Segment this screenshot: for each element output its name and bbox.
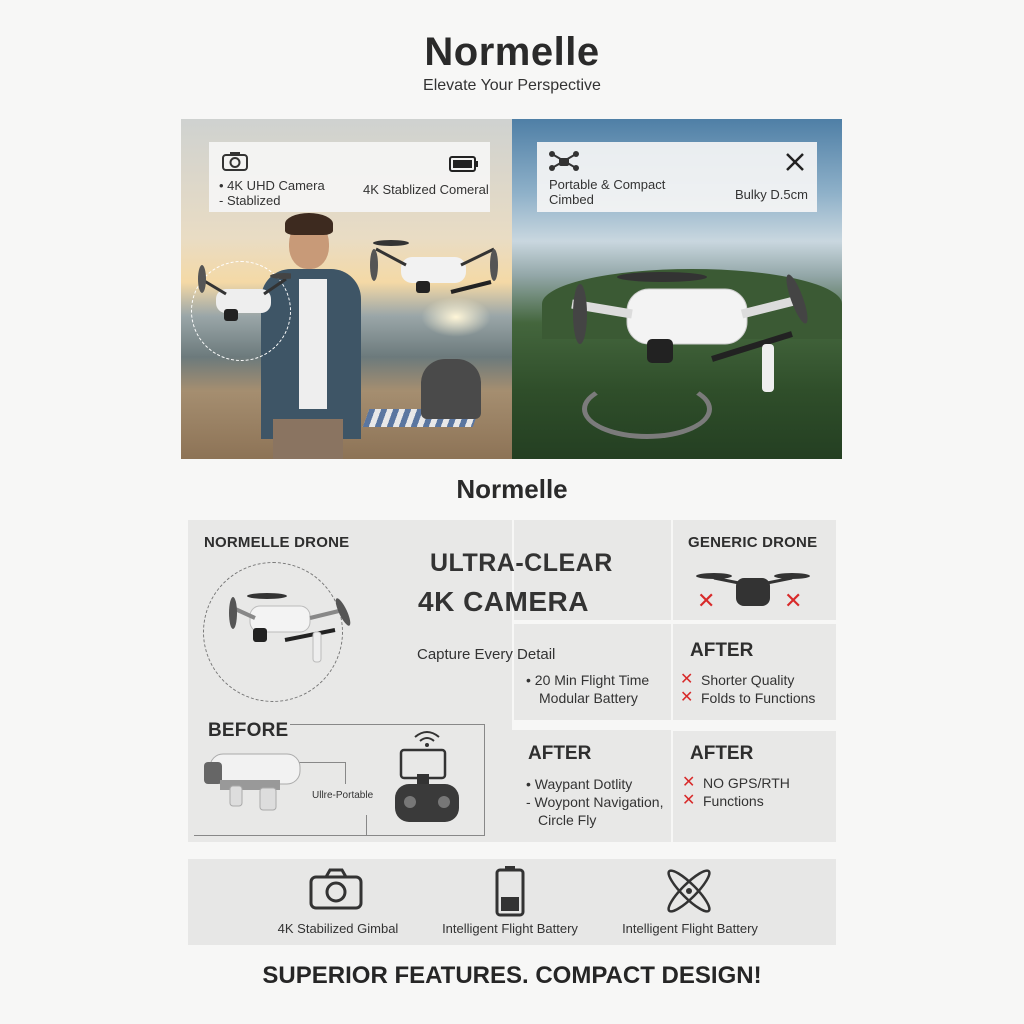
feature-label: Intelligent Flight Battery <box>622 921 758 936</box>
after-item: - Woypont Navigation, <box>526 794 664 810</box>
arrow-line <box>484 724 485 836</box>
generic-drone-label: GENERIC DRONE <box>688 534 818 551</box>
drone-image <box>562 269 812 399</box>
remote-controller-icon <box>393 748 461 824</box>
beach-photo <box>181 119 512 459</box>
battery-icon <box>494 865 526 917</box>
landscape-photo <box>512 119 842 459</box>
feature-bar <box>188 859 836 945</box>
arrow-line <box>366 815 367 835</box>
after-label: AFTER <box>528 743 592 764</box>
footer-slogan: SUPERIOR FEATURES. COMPACT DESIGN! <box>262 962 762 989</box>
drone-icon <box>549 150 579 172</box>
before-label: BEFORE <box>208 720 289 741</box>
feature-label: 4K Stabilized Gimbal <box>277 921 399 936</box>
wifi-icon <box>413 730 441 748</box>
headline-4k-camera: 4K CAMERA <box>418 586 589 617</box>
section-title: Normelle <box>456 474 568 504</box>
arrow-line <box>194 835 484 836</box>
arrow-line <box>290 724 484 725</box>
propeller-icon <box>662 865 716 917</box>
cross-icon: ✕ <box>784 588 803 613</box>
ultra-portable-label: Ullre-Portable <box>312 790 374 801</box>
after-label: AFTER <box>690 743 754 764</box>
subtitle: Capture Every Detail <box>417 646 556 663</box>
battery-icon <box>449 156 479 172</box>
after-item: Shorter Quality <box>701 672 795 688</box>
portable-caption <box>537 142 817 212</box>
feature-bullet: Modular Battery <box>539 690 638 706</box>
after-item: Folds to Functions <box>701 690 816 706</box>
feature-bullet: • 20 Min Flight Time <box>526 672 650 688</box>
caption-side-text: 4K Stablized Comeral <box>363 182 489 197</box>
headline-ultra-clear: ULTRA-CLEAR <box>430 549 613 577</box>
after-item: Functions <box>703 793 764 809</box>
drone-image <box>366 237 506 317</box>
caption-line: Portable & Compact <box>549 177 666 192</box>
normelle-drone-label: NORMELLE DRONE <box>204 534 350 551</box>
folded-drone-image <box>200 750 305 812</box>
brand-title: Normelle <box>424 30 600 74</box>
cross-icon: ✕ <box>680 671 694 688</box>
tagline: Elevate Your Perspective <box>423 77 601 94</box>
after-label: AFTER <box>690 640 754 661</box>
caption-line: • 4K UHD Camera <box>219 178 325 193</box>
camera-icon <box>221 150 249 172</box>
cross-icon: ✕ <box>682 792 696 809</box>
caption-side-text: Bulky D.5cm <box>735 187 808 202</box>
drone-image <box>225 588 353 666</box>
after-item: • Waypant Dotlity <box>526 776 633 792</box>
cross-icon: ✕ <box>697 588 716 613</box>
close-icon <box>785 152 805 172</box>
caption-line: - Stablized <box>219 193 281 208</box>
cross-icon: ✕ <box>682 774 696 791</box>
caption-line: Cimbed <box>549 192 594 207</box>
arrow-line <box>345 762 346 784</box>
after-item: Circle Fly <box>538 812 597 828</box>
camera-caption <box>209 142 490 212</box>
after-item: NO GPS/RTH <box>703 775 790 791</box>
cross-icon: ✕ <box>680 689 694 706</box>
feature-label: Intelligent Flight Battery <box>442 921 578 936</box>
camera-icon <box>308 867 364 911</box>
hero-images <box>181 119 842 459</box>
drone-image <box>196 264 291 334</box>
sitting-people <box>421 359 481 419</box>
